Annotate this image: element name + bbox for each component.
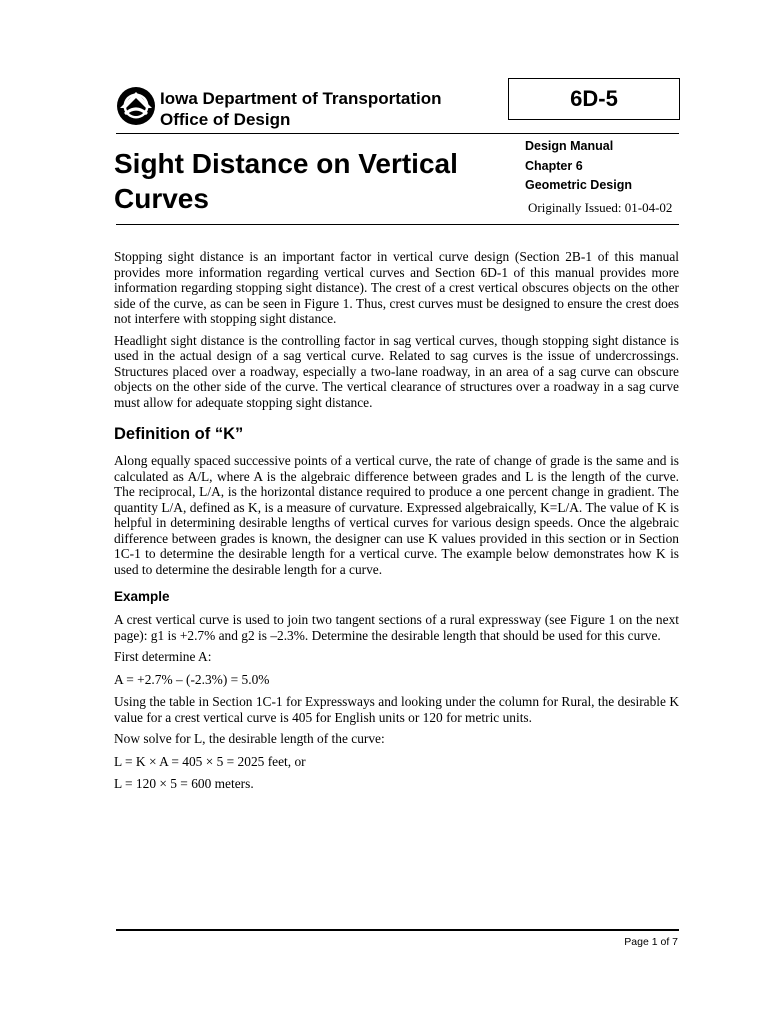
- intro-paragraph: Stopping sight distance is an important factor in vertical curve design (Section 2B-1 of this manual provides more information regarding vertical curves and Section 6D-1 of this manual provides more information regarding stopping sight distance). The crest of a crest vertical obscures objects on the other side of the curve, as can be seen in Figure 1. Thus, crest curves must be designed to ensure the crest does not interfere with stopping sight distance.: [114, 249, 679, 326]
- manual-name: Design Manual: [525, 139, 614, 153]
- org-name-line2: Office of Design: [160, 110, 291, 129]
- title-line1: Sight Distance on Vertical: [114, 148, 458, 179]
- equation-l-feet: L = K × A = 405 × 5 = 2025 feet, or: [114, 753, 306, 769]
- first-determine-text: First determine A:: [114, 649, 212, 664]
- solve-for-l-text: Now solve for L, the desirable length of the curve:: [114, 731, 385, 746]
- title-rule: [116, 224, 679, 225]
- equation-a: A = +2.7% – (-2.3%) = 5.0%: [114, 671, 270, 687]
- header-rule: [116, 133, 679, 134]
- section-id-box: [508, 78, 680, 120]
- section-id: 6D-5: [570, 86, 618, 111]
- example-paragraph: A crest vertical curve is used to join two tangent sections of a rural expressway (see Figure 1 on the next page): g1 is +2.7% and g2 is –2.3%. Determine the desirable length that should be used for this curve.: [114, 612, 679, 643]
- table-lookup-paragraph: Using the table in Section 1C-1 for Expressways and looking under the column for Rural, the desirable K value for a crest vertical curve is 405 for English units or 120 for metric units.: [114, 694, 679, 725]
- k-definition-paragraph: Along equally spaced successive points of a vertical curve, the rate of change of grade is the same and is calculated as A/L, where A is the algebraic difference between grades and L is the length of the curve. The reciprocal, L/A, is the horizontal distance required to produce a one percent change in gradient. The quantity L/A, defined as K, is a measure of curvature. Expressed algebraically, K=L/A. The value of K is helpful in determining desirable lengths of vertical curves for various design speeds. Once the algebraic difference between grades is known, the designer can use K values provided in this section or in Section 1C-1 to determine the desirable length for a vertical curve. The example below demonstrates how K is used to determine the desirable length for a curve.: [114, 453, 679, 577]
- page-number: Page 1 of 7: [624, 936, 678, 948]
- chapter-subject: Geometric Design: [525, 178, 632, 192]
- iowa-dot-logo-icon: [116, 86, 156, 126]
- equation-l-meters: L = 120 × 5 = 600 meters.: [114, 776, 254, 791]
- title-line2: Curves: [114, 183, 209, 214]
- org-name-line1: Iowa Department of Transportation: [160, 89, 442, 108]
- example-heading: Example: [114, 589, 170, 604]
- body-content: [114, 249, 679, 799]
- page-title: [114, 146, 514, 216]
- organization-name: [160, 88, 441, 130]
- footer-rule: [116, 929, 679, 931]
- headlight-paragraph: Headlight sight distance is the controlling factor in sag vertical curves, though stopping sight distance is used in the actual design of a sag vertical curve. Related to sag curves is the issue of undercrossings. Structures placed over a roadway, especially a two-lane roadway, in an area of a sag curve can obscure objects on the other side of the curve. The vertical clearance of structures over a roadway in a sag curve must allow for adequate stopping sight distance.: [114, 332, 679, 410]
- issue-date: Originally Issued: 01-04-02: [528, 200, 673, 215]
- k-definition-heading: Definition of “K”: [114, 425, 244, 443]
- chapter-label: Chapter 6: [525, 158, 583, 173]
- manual-info: [525, 137, 632, 196]
